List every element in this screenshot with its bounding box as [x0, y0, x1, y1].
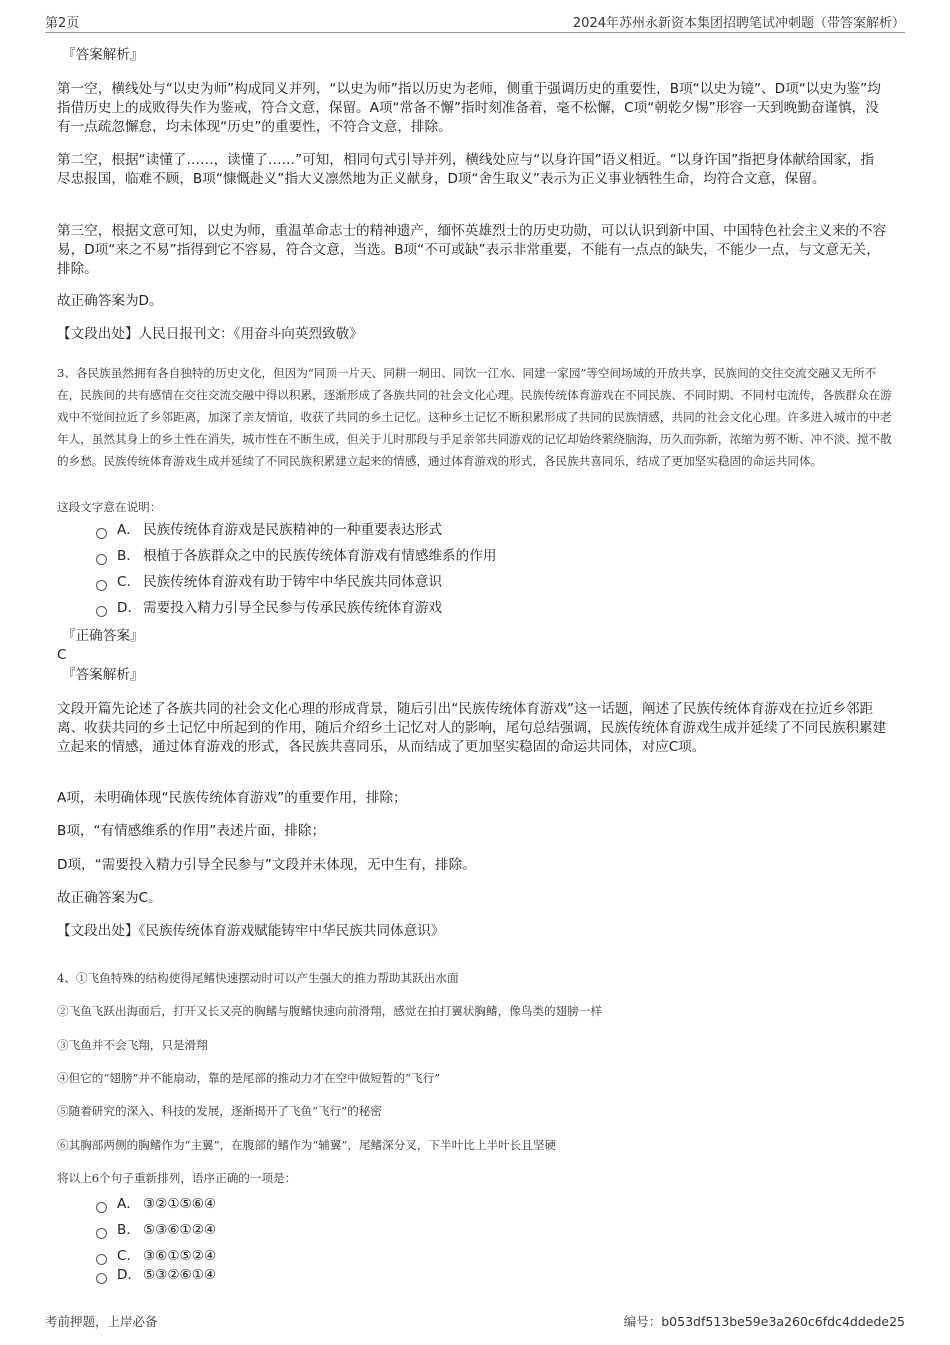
- radio-icon[interactable]: [96, 528, 107, 539]
- option-letter: A．: [117, 522, 140, 538]
- option-text: ③⑥①⑤②④: [143, 1248, 217, 1264]
- radio-icon[interactable]: [96, 1228, 107, 1239]
- option-d[interactable]: [96, 599, 442, 617]
- question-prompt: 将以上6个句子重新排列，语序正确的一项是：: [57, 1170, 297, 1185]
- radio-icon[interactable]: [96, 1254, 107, 1265]
- page-footer: [45, 1312, 905, 1332]
- option-letter: C．: [117, 574, 141, 590]
- radio-icon[interactable]: [96, 606, 107, 617]
- analysis-paragraph: B项，“有情感维系的作用”表述片面，排除；: [57, 823, 326, 839]
- document-title: 2024年苏州永新资本集团招聘笔试冲刺题（带答案解析）: [572, 16, 905, 31]
- analysis-paragraph: D项，“需要投入精力引导全民参与”文段并未体现，无中生有，排除。: [57, 857, 476, 873]
- correct-answer-tag: 『正确答案』: [62, 628, 144, 644]
- option-c[interactable]: [96, 573, 442, 591]
- analysis-paragraph: 第三空，根据文意可知，以史为师，重温革命志士的精神遗产，缅怀英雄烈士的历史功勋，可以认识到新中国、中国特色社会主义来的不容易，D项“来之不易”指得到它不容易，符合文意，当选。B项“不可或缺”表示非常重要，不能有一点点的缺失，不能少一点，与文意无关，排除。: [57, 223, 887, 277]
- option-d[interactable]: [96, 1266, 216, 1284]
- sentence-item: ②飞鱼飞跃出海面后，打开又长又亮的胸鳍与腹鳍快速向前滑翔，感觉在拍打翼状胸鳍，像鸟类的翅膀一样: [57, 1003, 602, 1018]
- analysis-paragraph: 第二空，根据“读懂了……，读懂了……”可知，相同句式引导并列，横线处应与“以身许国”语义相近。“以身许国”指把身体献给国家，指尽忠报国，临难不顾，B项“慷慨赴义”指大义凛然地为正义献身，D项“舍生取义”表示为正义事业牺牲生命，均符合文意，保留。: [57, 152, 875, 187]
- option-letter: D．: [117, 600, 142, 616]
- option-text: ⑤③⑥①②④: [143, 1222, 217, 1238]
- option-b[interactable]: [96, 1221, 216, 1239]
- page-header: [45, 12, 905, 33]
- analysis-tag: 『答案解析』: [62, 667, 144, 683]
- option-text: 民族传统体育游戏有助于铸牢中华民族共同体意识: [143, 574, 443, 590]
- page-number: 第2页: [45, 16, 80, 31]
- question-prompt: 这段文字意在说明：: [57, 499, 162, 514]
- answer-conclusion: 故正确答案为D。: [57, 293, 163, 309]
- sentence-item: ③飞鱼并不会飞翔，只是滑翔: [57, 1037, 208, 1052]
- analysis-paragraph: 第一空，横线处与“以史为师”构成同义并列，“以史为师”指以历史为老师，侧重于强调历史的重要性，B项“以史为镜”、D项“以史为鉴”均指借历史上的成败得失作为鉴戒，符合文意，保留。A项“常备不懈”指时刻准备着，毫不松懈，C项“朝乾夕惕”形容一天到晚勤奋谨慎，没有一点疏忽懈怠，均未体现“历史”的重要性，不符合文意，排除。: [57, 81, 881, 135]
- sentence-item: 4、①飞鱼特殊的结构使得尾鳍快速摆动时可以产生强大的推力帮助其跃出水面: [57, 970, 459, 985]
- source-line: 【文段出处】人民日报刊文：《用奋斗向英烈致敬》: [57, 326, 363, 342]
- radio-icon[interactable]: [96, 554, 107, 565]
- sentence-item: ⑤随着研究的深入、科技的发展，逐渐揭开了飞鱼“飞行”的秘密: [57, 1103, 382, 1118]
- option-letter: B．: [117, 1222, 140, 1238]
- question-stem: 3、各民族虽然拥有各自独特的历史文化，但因为“同顶一片天、同耕一垌田、同饮一江水、同建一家园”等空间场域的开放共享，民族间的交往交流交融又无所不在，民族间的共有感情在交往交流交融中得以积累，逐渐形成了各族共同的社会文化心理。民族传统体育游戏在不同民族、不同时期、不同村屯流传，各族群众在游戏中不觉间拉近了乡邻距离，加深了亲友情谊，收获了共同的乡土记忆。这种乡土记忆不断积累形成了共同的民族情感，共同的社会文化心理。许多进入城市的中老年人，虽然其身上的乡土性在消失，城市性在不断生成，但关于儿时那段与手足亲邻共同游戏的记忆却始终萦绕脑海，历久而弥新，浓缩为剪不断、冲不淡、搅不散的乡愁。民族传统体育游戏生成并延续了不同民族积累建立起来的情感，通过体育游戏的形式，各民族共喜同乐，结成了更加坚实稳固的命运共同体。: [57, 365, 892, 468]
- option-c[interactable]: [96, 1247, 216, 1265]
- analysis-paragraph: 文段开篇先论述了各族共同的社会文化心理的形成背景，随后引出“民族传统体育游戏”这一话题，阐述了民族传统体育游戏在拉近乡邻距离、收获共同的乡土记忆中所起到的作用，随后介绍乡土记忆对人的影响，尾句总结强调，民族传统体育游戏生成并延续了不同民族积累建立起来的情感，通过体育游戏的形式，各民族共喜同乐，从而结成了更加坚实稳固的命运共同体，对应C项。: [57, 701, 887, 755]
- analysis-paragraph: A项，未明确体现“民族传统体育游戏”的重要作用，排除；: [57, 790, 407, 806]
- radio-icon[interactable]: [96, 580, 107, 591]
- option-b[interactable]: [96, 547, 496, 565]
- radio-icon[interactable]: [96, 1202, 107, 1213]
- option-letter: D．: [117, 1267, 142, 1283]
- radio-icon[interactable]: [96, 1273, 107, 1284]
- option-text: 根植于各族群众之中的民族传统体育游戏有情感维系的作用: [143, 548, 497, 564]
- analysis-tag: 『答案解析』: [62, 47, 144, 63]
- footer-slogan: 考前押题，上岸必备: [45, 1314, 158, 1329]
- option-letter: A．: [117, 1196, 140, 1212]
- correct-answer: C: [57, 647, 67, 663]
- source-line: 【文段出处】《民族传统体育游戏赋能铸牢中华民族共同体意识》: [57, 923, 445, 939]
- option-a[interactable]: [96, 1195, 216, 1213]
- option-text: ③②①⑤⑥④: [143, 1196, 217, 1212]
- option-a[interactable]: [96, 521, 442, 539]
- option-letter: B．: [117, 548, 140, 564]
- answer-conclusion: 故正确答案为C。: [57, 890, 162, 906]
- sentence-item: ④但它的“翅膀”并不能扇动，靠的是尾部的推动力才在空中做短暂的“飞行”: [57, 1070, 441, 1085]
- document-id: 编号：b053df513be59e3a260c6fdc4ddede25: [623, 1314, 905, 1329]
- option-letter: C．: [117, 1248, 141, 1264]
- option-text: 民族传统体育游戏是民族精神的一种重要表达形式: [143, 522, 443, 538]
- sentence-item: ⑥其胸部两侧的胸鳍作为“主翼”，在腹部的鳍作为“辅翼”，尾鳍深分叉，下半叶比上半叶长且坚硬: [57, 1137, 557, 1152]
- option-text: ⑤③②⑥①④: [143, 1267, 217, 1283]
- option-text: 需要投入精力引导全民参与传承民族传统体育游戏: [143, 600, 443, 616]
